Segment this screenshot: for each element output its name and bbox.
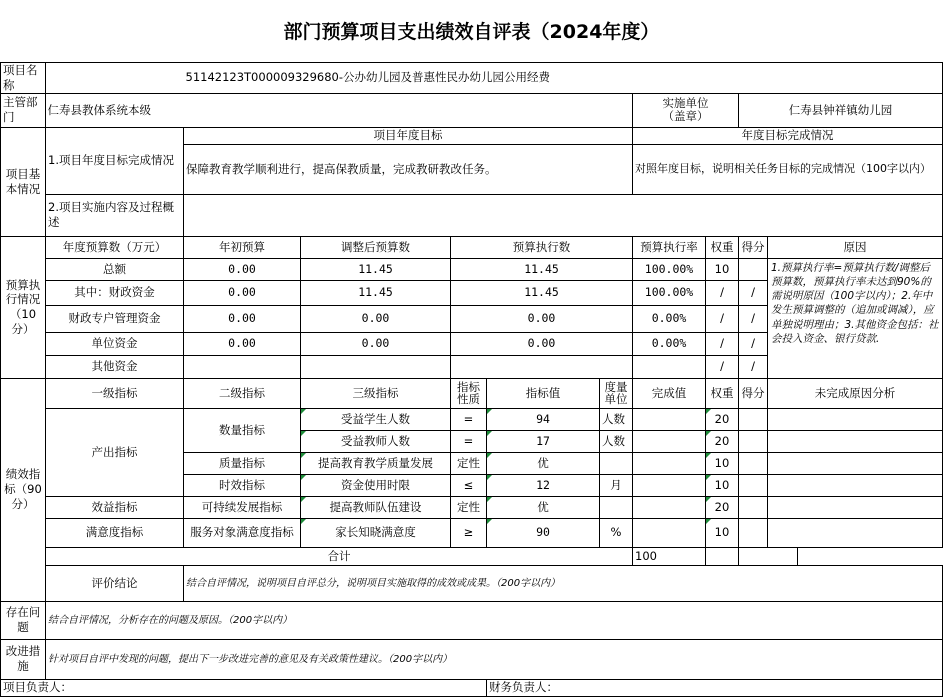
goal-completion-header: 年度目标完成情况 [633, 127, 943, 144]
indicator-level3: 受益教师人数 [301, 430, 451, 452]
budget-score-value: / [739, 305, 768, 332]
indicator-level3: 提高教育教学质量发展 [301, 452, 451, 474]
indicator-value: 优 [487, 452, 600, 474]
self-evaluation-table [0, 62, 943, 697]
department-value [47, 93, 633, 127]
indicator-level3: 家长知晓满意度 [301, 518, 451, 547]
indicator-weight: 20 [706, 430, 739, 452]
budget-initial-value [184, 355, 301, 378]
quantity-indicator-label: 数量指标 [184, 408, 301, 452]
measures-label: 改进措施 [1, 639, 46, 679]
budget-initial-value: 0.00 [184, 280, 301, 305]
problem-label: 存在问题 [1, 601, 46, 639]
budget-rate-value: 100.00% [633, 258, 706, 280]
indicator-value: 94 [487, 408, 600, 430]
project-name-text: 51142123T000009329680-公办幼儿园及普惠性民办幼儿园公用经费 [185, 70, 551, 85]
indicator-completed [633, 408, 706, 430]
budget-header-reason: 原因 [768, 236, 943, 258]
budget-header-initial: 年初预算 [184, 236, 301, 258]
implementing-unit-label: 实施单位 （盖章） [633, 93, 739, 127]
budget-row-label: 单位资金 [46, 332, 184, 355]
indicator-score [739, 474, 768, 496]
budget-weight-value: / [706, 280, 739, 305]
budget-row-label: 总额 [46, 258, 184, 280]
budget-row-label: 其中：财政资金 [46, 280, 184, 305]
project-name-label: 项目名称 [1, 63, 46, 94]
indicator-nature: = [451, 408, 487, 430]
indicator-score [739, 518, 768, 547]
indicator-value: 17 [487, 430, 600, 452]
budget-score-value: / [739, 280, 768, 305]
budget-rate-value: 0.00% [633, 305, 706, 332]
budget-adjusted-value: 11.45 [301, 258, 451, 280]
budget-header-executed: 预算执行数 [451, 236, 633, 258]
indicator-value: 12 [487, 474, 600, 496]
indicator-reason [768, 408, 943, 430]
indicator-completed [633, 496, 706, 518]
implementation-overview-value [184, 194, 943, 236]
budget-initial-value: 0.00 [184, 332, 301, 355]
budget-adjusted-value: 11.45 [301, 280, 451, 305]
basic-info-label: 项目基本情况 [1, 127, 46, 236]
budget-rate-value: 100.00% [633, 280, 706, 305]
annual-goal-header: 项目年度目标 [184, 127, 633, 144]
budget-executed-value: 0.00 [451, 332, 633, 355]
output-indicator-label: 产出指标 [46, 408, 184, 496]
total-reason [739, 547, 798, 565]
budget-row [1, 258, 943, 280]
perf-header-unit: 度量单位 [600, 378, 633, 408]
indicator-unit: % [600, 518, 633, 547]
budget-weight-value: 10 [706, 258, 739, 280]
indicator-unit: 人数 [600, 430, 633, 452]
budget-initial-value: 0.00 [184, 305, 301, 332]
total-score [706, 547, 739, 565]
indicator-weight: 20 [706, 408, 739, 430]
perf-header-level3: 三级指标 [301, 378, 451, 408]
measures-hint: 针对项目自评中发现的问题，提出下一步改进完善的意见及有关政策性建议。（200字以内） [46, 639, 943, 679]
indicator-completed [633, 474, 706, 496]
budget-score-value [739, 258, 768, 280]
goal-completion-label: 1.项目年度目标完成情况 [46, 127, 184, 194]
indicator-nature: = [451, 430, 487, 452]
indicator-score [739, 496, 768, 518]
implementation-overview-label: 2.项目实施内容及过程概述 [46, 194, 184, 236]
indicator-value: 优 [487, 496, 600, 518]
budget-adjusted-value: 0.00 [301, 305, 451, 332]
perf-header-score: 得分 [739, 378, 768, 408]
conclusion-label: 评价结论 [46, 565, 184, 601]
indicator-weight: 20 [706, 496, 739, 518]
indicator-level2: 质量指标 [184, 452, 301, 474]
conclusion-hint: 结合自评情况，说明项目自评总分，说明项目实施取得的成效或成果。（200字以内） [184, 565, 943, 601]
budget-reason-note: 1.预算执行率=预算执行数/调整后预算数，预算执行率未达到90%的需说明原因（100字以内）；2.年中发生预算调整的（追加或调减），应单独说明理由；3.其他资金包括：社会投入资金、银行贷款. [768, 258, 943, 378]
budget-adjusted-value: 0.00 [301, 332, 451, 355]
budget-adjusted-value [301, 355, 451, 378]
indicator-row [1, 518, 943, 547]
budget-executed-value: 11.45 [451, 280, 633, 305]
perf-header-level2: 二级指标 [184, 378, 301, 408]
indicator-level3: 资金使用时限 [301, 474, 451, 496]
performance-indicators-label: 绩效指标（90分） [1, 378, 46, 601]
budget-header-rate: 预算执行率 [633, 236, 706, 258]
indicator-level3: 提高教师队伍建设 [301, 496, 451, 518]
page-title: 部门预算项目支出绩效自评表（2024年度） [283, 21, 660, 43]
department-label: 主管部门 [1, 93, 46, 127]
indicator-weight: 10 [706, 452, 739, 474]
indicator-score [739, 452, 768, 474]
budget-initial-value: 0.00 [184, 258, 301, 280]
budget-row-label: 其他资金 [46, 355, 184, 378]
project-name-value [185, 63, 943, 94]
budget-weight-value: / [706, 355, 739, 378]
benefit-indicator-label: 效益指标 [46, 496, 184, 518]
department-text: 仁寿县教体系统本级 [47, 102, 151, 117]
indicator-score [739, 430, 768, 452]
budget-row-label: 财政专户管理资金 [46, 305, 184, 332]
indicator-reason [768, 496, 943, 518]
indicator-row [1, 496, 943, 518]
satisfaction-indicator-label: 满意度指标 [46, 518, 184, 547]
goal-completion-value: 对照年度目标，说明相关任务目标的完成情况（100字以内） [633, 144, 943, 194]
indicator-level3: 受益学生人数 [301, 408, 451, 430]
indicator-unit: 人数 [600, 408, 633, 430]
indicator-value: 90 [487, 518, 600, 547]
perf-header-nature: 指标性质 [451, 378, 487, 408]
indicator-level2: 可持续发展指标 [184, 496, 301, 518]
indicator-nature: ≤ [451, 474, 487, 496]
indicator-nature: ≥ [451, 518, 487, 547]
budget-weight-value: / [706, 332, 739, 355]
budget-executed-value: 0.00 [451, 305, 633, 332]
indicator-reason [768, 518, 943, 547]
indicator-nature: 定性 [451, 452, 487, 474]
budget-header-annual: 年度预算数（万元） [46, 236, 184, 258]
indicator-reason [768, 430, 943, 452]
perf-header-value: 指标值 [487, 378, 600, 408]
indicator-unit [600, 496, 633, 518]
problem-hint: 结合自评情况，分析存在的问题及原因。（200字以内） [46, 601, 943, 639]
indicator-completed [633, 452, 706, 474]
indicator-completed [633, 430, 706, 452]
perf-header-level1: 一级指标 [46, 378, 184, 408]
indicator-reason [768, 452, 943, 474]
perf-header-weight: 权重 [706, 378, 739, 408]
budget-rate-value: 0.00% [633, 332, 706, 355]
implementing-unit-value: 仁寿县钟祥镇幼儿园 [739, 93, 943, 127]
budget-header-weight: 权重 [706, 236, 739, 258]
indicator-level2: 时效指标 [184, 474, 301, 496]
budget-executed-value [451, 355, 633, 378]
total-weight: 100 [633, 547, 706, 565]
indicator-nature: 定性 [451, 496, 487, 518]
indicator-unit [600, 452, 633, 474]
perf-header-completed: 完成值 [633, 378, 706, 408]
indicator-weight: 10 [706, 518, 739, 547]
indicator-score [739, 408, 768, 430]
indicator-level2: 服务对象满意度指标 [184, 518, 301, 547]
perf-header-reason: 未完成原因分析 [768, 378, 943, 408]
budget-execution-label: 预算执行情况（10分） [1, 236, 46, 378]
budget-header-adjusted: 调整后预算数 [301, 236, 451, 258]
budget-score-value: / [739, 332, 768, 355]
annual-goal-value: 保障教育教学顺利进行，提高保教质量，完成教研教改任务。 [184, 144, 633, 194]
total-label: 合计 [46, 547, 633, 565]
indicator-completed [633, 518, 706, 547]
indicator-unit: 月 [600, 474, 633, 496]
indicator-row [1, 408, 943, 430]
indicator-reason [768, 474, 943, 496]
budget-executed-value: 11.45 [451, 258, 633, 280]
budget-header-score: 得分 [739, 236, 768, 258]
indicator-weight: 10 [706, 474, 739, 496]
budget-weight-value: / [706, 305, 739, 332]
budget-rate-value [633, 355, 706, 378]
project-lead-label: 项目负责人： [1, 679, 487, 696]
budget-score-value: / [739, 355, 768, 378]
finance-lead-label: 财务负责人： [487, 679, 943, 696]
